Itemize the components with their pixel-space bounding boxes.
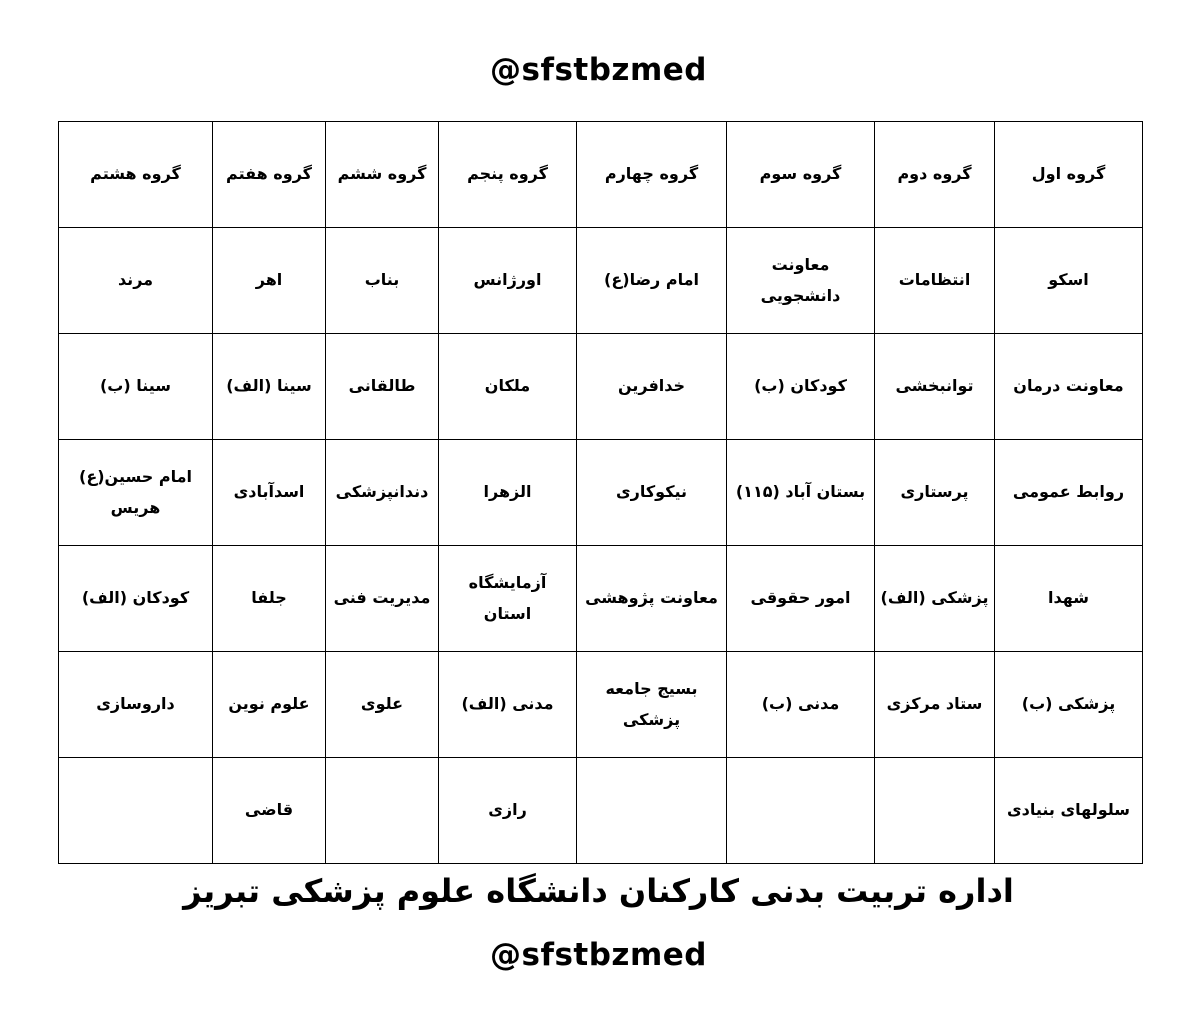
unit-name: ملکان — [484, 376, 531, 396]
table-header-row — [59, 122, 1143, 228]
unit-name: علوی — [360, 694, 404, 714]
group-header-label: گروه هفتم — [226, 164, 312, 184]
table-header-cell — [875, 122, 995, 228]
unit-name: مدنی (ب) — [761, 694, 840, 714]
unit-name: روابط عمومی — [1012, 482, 1125, 502]
table-cell — [439, 440, 577, 546]
table-cell — [875, 440, 995, 546]
table-cell — [577, 652, 727, 758]
table-cell — [213, 334, 326, 440]
table-cell — [439, 652, 577, 758]
unit-name: شهدا — [1047, 588, 1090, 608]
table-header-cell — [59, 122, 213, 228]
unit-name: مدنی (الف) — [461, 694, 554, 714]
unit-name: الزهرا — [483, 482, 532, 502]
table-cell — [727, 440, 875, 546]
unit-name: اورژانس — [473, 270, 542, 290]
table-cell — [59, 758, 213, 864]
table-cell — [439, 546, 577, 652]
group-header-label: گروه چهارم — [604, 164, 699, 184]
table-header-cell — [439, 122, 577, 228]
unit-name: معاونت دانشجویی — [760, 255, 841, 305]
organization-title: اداره تربیت بدنی کارکنان دانشگاه علوم پزشکی تبریز — [183, 872, 1014, 910]
table-header-cell — [995, 122, 1143, 228]
table-row — [59, 546, 1143, 652]
table-cell — [59, 334, 213, 440]
unit-name: کودکان (ب) — [754, 376, 847, 396]
table-row — [59, 758, 1143, 864]
table-cell — [995, 758, 1143, 864]
unit-name: مدیریت فنی — [333, 588, 431, 608]
unit-name: مرند — [117, 270, 154, 290]
unit-name: سینا (الف) — [226, 376, 312, 396]
unit-name: آزمایشگاه استان — [468, 573, 547, 623]
table-cell — [875, 652, 995, 758]
unit-name: انتظامات — [898, 270, 971, 290]
unit-name: علوم نوین — [228, 694, 310, 714]
footer-handle: @sfstbzmed — [490, 937, 707, 973]
table-cell — [875, 334, 995, 440]
unit-name: بستان آباد (۱۱۵) — [735, 482, 866, 502]
table-cell — [727, 546, 875, 652]
table-cell — [995, 440, 1143, 546]
header-handle: @sfstbzmed — [490, 52, 707, 88]
table-cell — [727, 758, 875, 864]
table-cell — [326, 228, 439, 334]
unit-name: اسکو — [1048, 270, 1089, 290]
unit-name: معاونت پژوهشی — [585, 588, 718, 608]
group-header-label: گروه سوم — [759, 164, 842, 184]
table-cell — [59, 228, 213, 334]
unit-name: نیکوکاری — [615, 482, 688, 502]
table-cell — [213, 758, 326, 864]
unit-name: بسیج جامعه پزشکی — [605, 679, 698, 729]
group-header-label: گروه پنجم — [467, 164, 548, 184]
table-cell — [727, 652, 875, 758]
table-cell — [995, 228, 1143, 334]
table-header-cell — [577, 122, 727, 228]
unit-name: اهر — [255, 270, 283, 290]
unit-name: اسدآبادی — [233, 482, 305, 502]
table-cell — [213, 546, 326, 652]
table-cell — [577, 334, 727, 440]
unit-name: دندانپزشکی — [335, 482, 429, 502]
table-cell — [875, 758, 995, 864]
unit-name: امام حسین(ع) هریس — [79, 467, 192, 517]
table-header-cell — [326, 122, 439, 228]
unit-name: امام رضا(ع) — [604, 270, 699, 290]
table-cell — [213, 228, 326, 334]
group-header-label: گروه هشتم — [90, 164, 181, 184]
table-cell — [995, 334, 1143, 440]
table-cell — [59, 652, 213, 758]
table-cell — [439, 334, 577, 440]
table-cell — [439, 758, 577, 864]
groups-table — [58, 121, 1143, 864]
table-header-cell — [727, 122, 875, 228]
unit-name: خدافرین — [617, 376, 686, 396]
unit-name: جلفا — [251, 588, 287, 608]
table-cell — [577, 228, 727, 334]
table-row — [59, 440, 1143, 546]
table-cell — [577, 546, 727, 652]
table-row — [59, 228, 1143, 334]
group-header-label: گروه ششم — [337, 164, 427, 184]
unit-name: سینا (ب) — [99, 376, 172, 396]
table-cell — [727, 334, 875, 440]
unit-name: قاضی — [244, 800, 294, 820]
table-cell — [326, 652, 439, 758]
table-cell — [995, 652, 1143, 758]
table-row — [59, 334, 1143, 440]
unit-name: کودکان (الف) — [81, 588, 190, 608]
table-cell — [326, 440, 439, 546]
unit-name: طالقانی — [348, 376, 416, 396]
table-cell — [995, 546, 1143, 652]
table-cell — [875, 228, 995, 334]
table-cell — [875, 546, 995, 652]
group-header-label: گروه دوم — [897, 164, 972, 184]
unit-name: توانبخشی — [895, 376, 974, 396]
table-cell — [59, 440, 213, 546]
table-header-cell — [213, 122, 326, 228]
table-cell — [326, 546, 439, 652]
unit-name: ستاد مرکزی — [886, 694, 983, 714]
table-cell — [439, 228, 577, 334]
table-cell — [213, 440, 326, 546]
group-header-label: گروه اول — [1031, 164, 1106, 184]
table-cell — [326, 758, 439, 864]
unit-name: پرستاری — [900, 482, 969, 502]
unit-name: پزشکی (الف) — [880, 588, 989, 608]
table-row — [59, 652, 1143, 758]
unit-name: سلولهای بنیادی — [1006, 800, 1131, 820]
table-cell — [727, 228, 875, 334]
table-cell — [59, 546, 213, 652]
unit-name: رازی — [488, 800, 527, 820]
unit-name: داروسازی — [96, 694, 175, 714]
unit-name: معاونت درمان — [1013, 376, 1124, 396]
table-cell — [213, 652, 326, 758]
unit-name: بناب — [364, 270, 400, 290]
unit-name: پزشکی (ب) — [1021, 694, 1116, 714]
table-cell — [577, 758, 727, 864]
unit-name: امور حقوقی — [750, 588, 851, 608]
table-cell — [326, 334, 439, 440]
table-cell — [577, 440, 727, 546]
